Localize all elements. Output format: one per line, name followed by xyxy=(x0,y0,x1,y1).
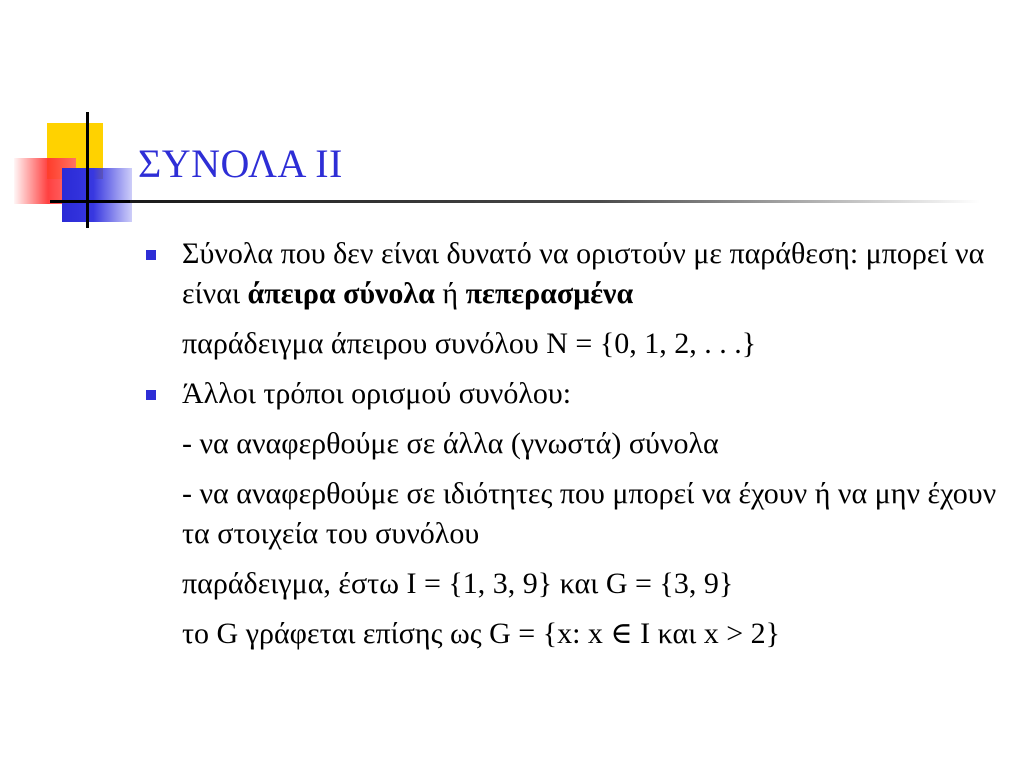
logo-vertical-line xyxy=(86,112,89,228)
slide-content xyxy=(140,234,1000,664)
bullet-2-text: Άλλοι τρόποι ορισμού συνόλου: xyxy=(182,377,572,410)
bullet-square-icon xyxy=(146,390,156,400)
bullet-1-bold-infinite: άπειρα σύνολα xyxy=(247,277,435,310)
title-underline xyxy=(130,200,980,203)
slide-title: ΣΥΝΟΛΑ ΙΙ xyxy=(138,141,343,186)
bullet-1-bold-finite: πεπερασμένα xyxy=(465,277,634,310)
bullet-item-2 xyxy=(140,374,1000,414)
example-set-builder: το G γράφεται επίσης ως G = {x: x ∈ I και x > 2} xyxy=(182,617,781,650)
example-infinite-set: παράδειγμα άπειρου συνόλου N = {0, 1, 2, . . .} xyxy=(182,327,757,360)
example-sets-i-g: παράδειγμα, έστω Ι = {1, 3, 9} και G = {3, 9} xyxy=(182,567,734,600)
bullet-square-icon xyxy=(146,250,156,260)
decorative-logo xyxy=(0,0,140,240)
bullet-1-connector: ή xyxy=(434,277,466,310)
method-properties: - να αναφερθούμε σε ιδιότητες που μπορεί να έχουν ή να μην έχουν τα στοιχεία του συνόλου xyxy=(182,477,997,550)
logo-horizontal-line xyxy=(50,200,134,203)
bullet-item-1 xyxy=(140,234,1000,314)
blue-square xyxy=(62,168,132,222)
method-other-sets: - να αναφερθούμε σε άλλα (γνωστά) σύνολα xyxy=(182,427,719,460)
bullet-1-text: Σύνολα που δεν είναι δυνατό να οριστούν με παράθεση: μπορεί να είναι xyxy=(182,237,985,310)
